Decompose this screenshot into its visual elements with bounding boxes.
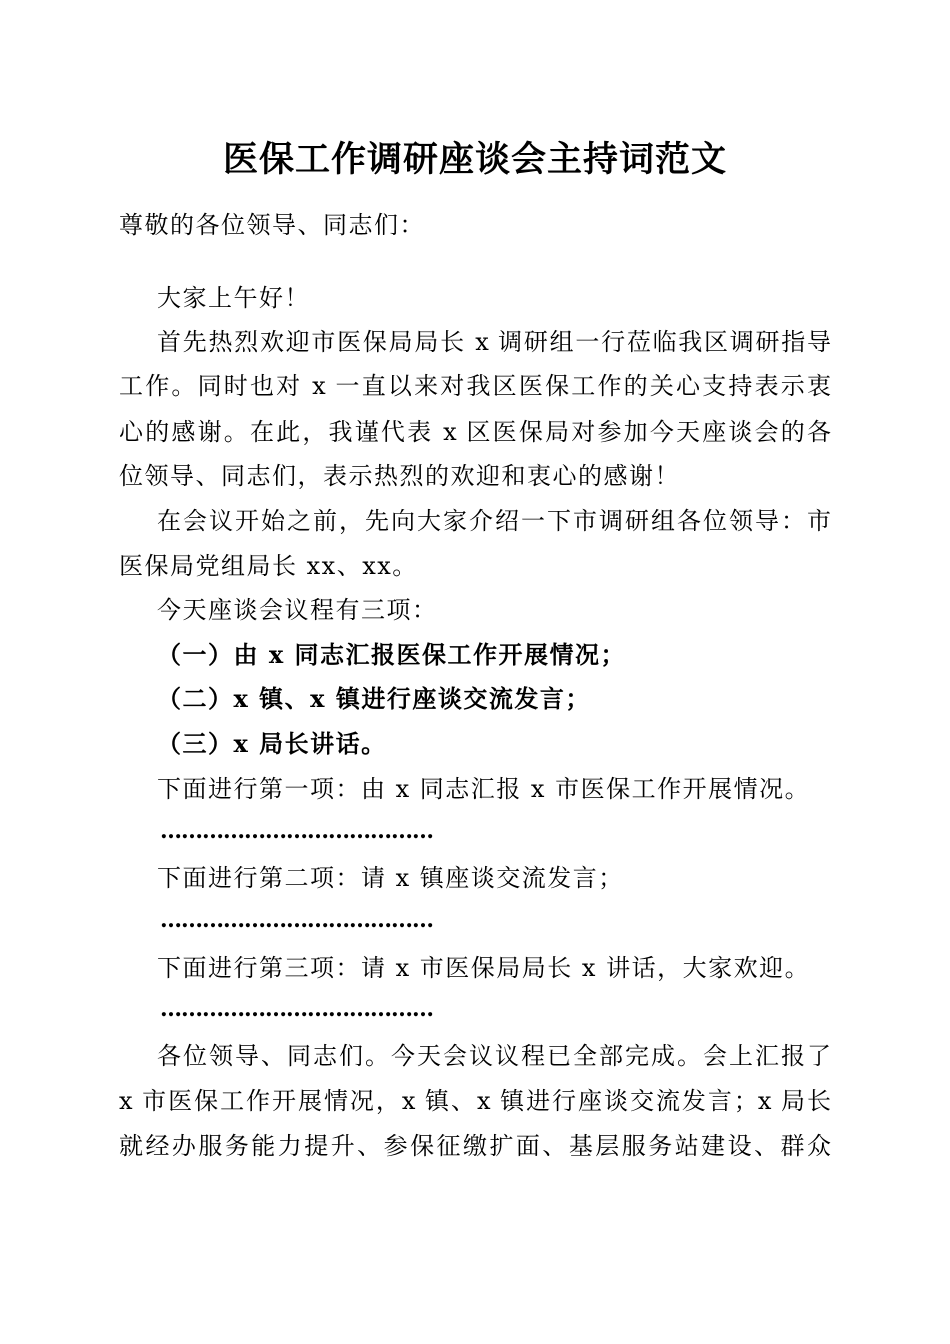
ellipsis-1: ………………………………… [160, 818, 433, 844]
paragraph-1-line-2: 工作。同时也对 x 一直以来对我区医保工作的关心支持表示衷 [119, 372, 831, 400]
step-3: 下面进行第三项：请 x 市医保局局长 x 讲话，大家欢迎。 [157, 954, 811, 982]
agenda-intro: 今天座谈会议程有三项： [157, 596, 438, 624]
document-title: 医保工作调研座谈会主持词范文 [222, 139, 727, 180]
ellipsis-2: ………………………………… [160, 907, 433, 933]
salutation: 尊敬的各位领导、同志们： [119, 211, 425, 239]
closing-line-1: 各位领导、同志们。今天会议议程已全部完成。会上汇报了 [157, 1042, 831, 1070]
step-1: 下面进行第一项：由 x 同志汇报 x 市医保工作开展情况。 [157, 775, 811, 803]
paragraph-1-line-1: 首先热烈欢迎市医保局局长 x 调研组一行莅临我区调研指导 [157, 328, 831, 356]
agenda-item-2: （二）x 镇、x 镇进行座谈交流发言； [157, 684, 591, 713]
step-2: 下面进行第二项：请 x 镇座谈交流发言； [157, 864, 624, 892]
closing-line-3: 就经办服务能力提升、参保征缴扩面、基层服务站建设、群众 [119, 1132, 831, 1160]
greeting: 大家上午好！ [157, 284, 310, 312]
paragraph-1-line-3: 心的感谢。在此，我谨代表 x 区医保局对参加今天座谈会的各 [119, 418, 831, 446]
paragraph-2-line-1: 在会议开始之前，先向大家介绍一下市调研组各位领导：市 [157, 507, 831, 535]
closing-line-2: x 市医保工作开展情况，x 镇、x 镇进行座谈交流发言；x 局长 [119, 1087, 831, 1115]
paragraph-2-line-2: 医保局党组局长 xx、xx。 [119, 552, 418, 580]
agenda-item-3: （三）x 局长讲话。 [157, 729, 387, 758]
ellipsis-3: ………………………………… [160, 996, 433, 1022]
paragraph-1-line-4: 位领导、同志们，表示热烈的欢迎和衷心的感谢！ [119, 462, 680, 490]
agenda-item-1: （一）由 x 同志汇报医保工作开展情况； [157, 640, 627, 669]
